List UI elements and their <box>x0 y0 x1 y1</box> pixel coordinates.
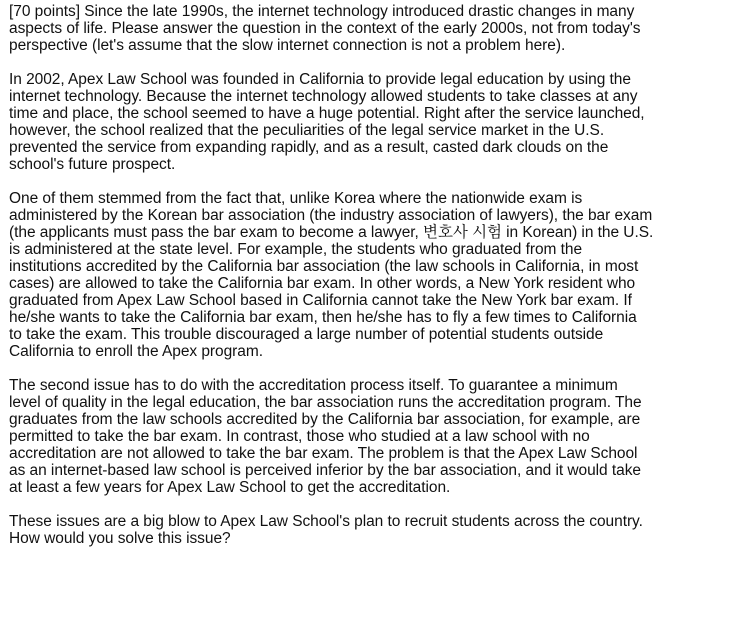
text-line: school's future prospect. <box>9 156 176 173</box>
text-line: (the applicants must pass the bar exam to become a lawyer, 변호사 시험 in Korean) in the U.S. <box>9 224 654 241</box>
text-line: California to enroll the Apex program. <box>9 343 263 360</box>
paragraph-background <box>9 71 726 173</box>
text-line: aspects of life. Please answer the question in the context of the early 2000s, not from today's <box>9 20 641 37</box>
text-line: permitted to take the bar exam. In contrast, those who studied at a law school with no <box>9 428 590 445</box>
text-line: [70 points] Since the late 1990s, the internet technology introduced drastic changes in many <box>9 3 635 20</box>
text-line: In 2002, Apex Law School was founded in California to provide legal education by using the <box>9 71 631 88</box>
text-line: The second issue has to do with the accreditation process itself. To guarantee a minimum <box>9 377 618 394</box>
text-line: as an internet-based law school is perceived inferior by the bar association, and it would take <box>9 462 641 479</box>
text-line: level of quality in the legal education, the bar association runs the accreditation program. The <box>9 394 642 411</box>
text-line: is administered at the state level. For example, the students who graduated from the <box>9 241 583 258</box>
paragraph-intro <box>9 3 726 54</box>
paragraph-second-issue <box>9 377 726 496</box>
text-line: time and place, the school seemed to have a huge potential. Right after the service launched, <box>9 105 645 122</box>
text-line: How would you solve this issue? <box>9 530 231 547</box>
text-line: internet technology. Because the internet technology allowed students to take classes at any <box>9 88 638 105</box>
paragraph-first-issue <box>9 190 726 360</box>
text-line: perspective (let's assume that the slow internet connection is not a problem here). <box>9 37 566 54</box>
text-line: cases) are allowed to take the California bar exam. In other words, a New York resident who <box>9 275 636 292</box>
text-line: graduated from Apex Law School based in California cannot take the New York bar exam. If <box>9 292 632 309</box>
text-line: however, the school realized that the peculiarities of the legal service market in the U.S. <box>9 122 605 139</box>
text-line: at least a few years for Apex Law School to get the accreditation. <box>9 479 451 496</box>
text-line: he/she wants to take the California bar exam, then he/she has to fly a few times to California <box>9 309 637 326</box>
text-line: to take the exam. This trouble discouraged a large number of potential students outside <box>9 326 604 343</box>
text-line: administered by the Korean bar association (the industry association of lawyers), the bar exam <box>9 207 653 224</box>
text-line: One of them stemmed from the fact that, unlike Korea where the nationwide exam is <box>9 190 583 207</box>
text-line: prevented the service from expanding rapidly, and as a result, casted dark clouds on the <box>9 139 609 156</box>
text-line: graduates from the law schools accredited by the California bar association, for example, are <box>9 411 641 428</box>
text-line: These issues are a big blow to Apex Law School's plan to recruit students across the country. <box>9 513 643 530</box>
text-line: institutions accredited by the California bar association (the law schools in California, in most <box>9 258 639 275</box>
text-line: accreditation are not allowed to take the bar exam. The problem is that the Apex Law School <box>9 445 638 462</box>
paragraph-question <box>9 513 726 547</box>
